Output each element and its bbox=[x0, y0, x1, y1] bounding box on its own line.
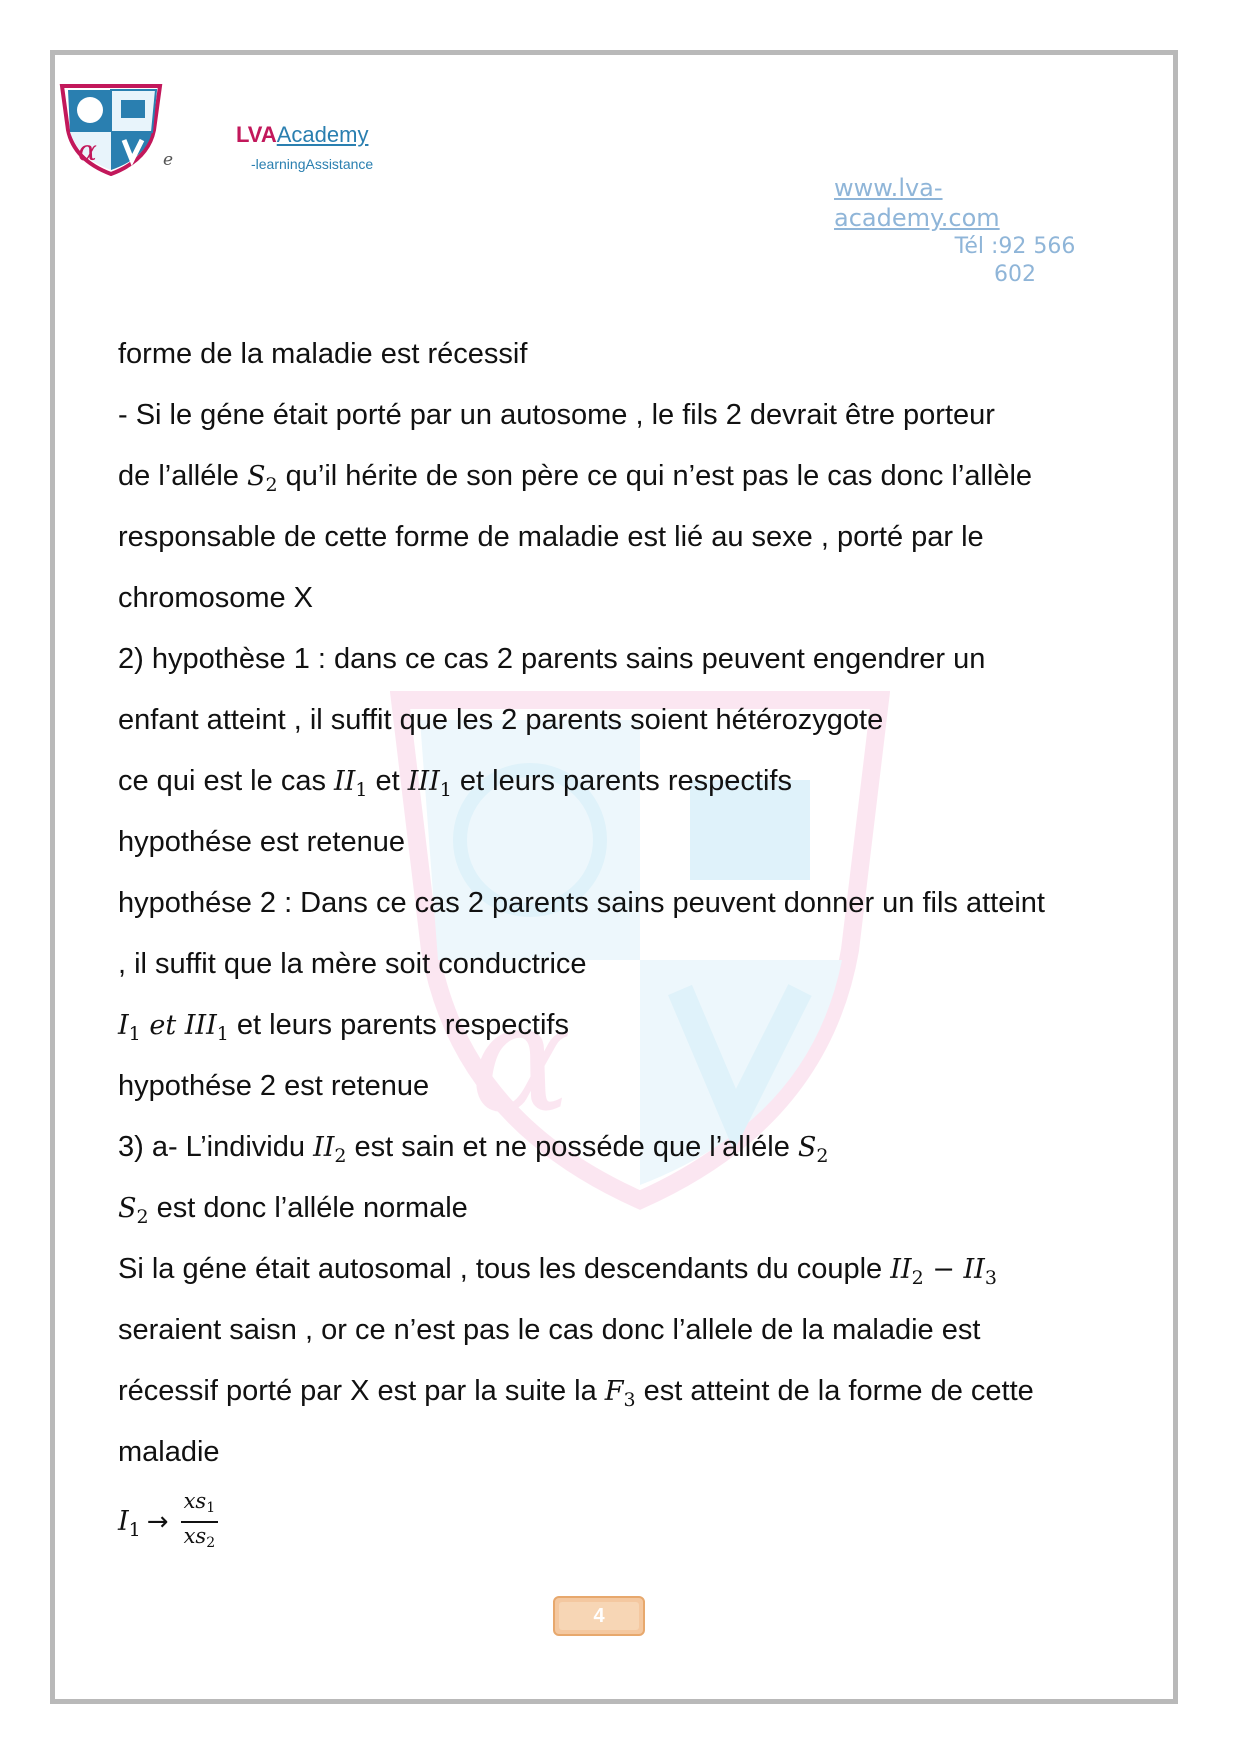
text-line bbox=[118, 458, 1032, 503]
brand-prefix: LVA bbox=[236, 122, 277, 147]
text-line: maladie bbox=[118, 1436, 220, 1468]
svg-text:α: α bbox=[78, 134, 97, 167]
fraction-numerator: $xs_1$ bbox=[181, 1488, 219, 1523]
math-symbol: $I_1$ et $III_1$ bbox=[118, 1010, 229, 1045]
arrow-icon: → bbox=[146, 1506, 169, 1537]
logo-e-mark: e bbox=[163, 150, 174, 170]
text-run: est atteint de la forme de cette bbox=[635, 1375, 1034, 1407]
text-line bbox=[118, 763, 792, 808]
text-line bbox=[118, 1007, 569, 1052]
text-line: - Si le géne était porté par un autosome , le fils 2 devrait être porteur bbox=[118, 399, 995, 431]
math-symbol: $I_1$ bbox=[118, 1505, 141, 1541]
brand-tagline: -learningAssistance bbox=[251, 156, 374, 172]
text-run: et leurs parents respectifs bbox=[451, 765, 792, 797]
text-run: est donc l’alléle normale bbox=[148, 1192, 468, 1224]
fraction-denominator: $xs_2$ bbox=[183, 1524, 216, 1551]
text-line: enfant atteint , il suffit que les 2 parents soient hétérozygote bbox=[118, 704, 884, 736]
phone-number bbox=[940, 233, 1090, 289]
phone-line-2: 602 bbox=[994, 262, 1036, 287]
lva-shield-logo bbox=[56, 80, 166, 176]
text-run: est sain et ne posséde que l’alléle bbox=[346, 1131, 798, 1163]
text-line bbox=[118, 1129, 829, 1174]
page-number: 4 bbox=[559, 1602, 639, 1630]
website-line-1: www.lva- bbox=[834, 174, 943, 202]
text-line bbox=[118, 1190, 468, 1235]
math-symbol: $F_3$ bbox=[604, 1376, 636, 1411]
math-symbol: $S_2$ bbox=[797, 1132, 829, 1167]
svg-text:α: α bbox=[470, 972, 572, 1146]
brand-suffix: Academy bbox=[276, 122, 369, 147]
text-run: ce qui est le cas bbox=[118, 765, 334, 797]
text-line: forme de la maladie est récessif bbox=[118, 338, 528, 370]
genotype-formula bbox=[118, 1488, 218, 1556]
text-run: de l’alléle bbox=[118, 460, 247, 492]
page-number-badge bbox=[553, 1596, 645, 1636]
genotype-fraction bbox=[181, 1488, 219, 1556]
text-line: 2) hypothèse 1 : dans ce cas 2 parents sains peuvent engendrer un bbox=[118, 643, 986, 675]
text-line: hypothése 2 est retenue bbox=[118, 1070, 430, 1102]
text-line bbox=[118, 1373, 1034, 1418]
text-line: chromosome X bbox=[118, 582, 314, 614]
phone-line-1: Tél :92 566 bbox=[954, 234, 1076, 259]
text-line bbox=[118, 1251, 997, 1296]
math-symbol: $S_2$ bbox=[246, 461, 278, 496]
text-run: Si la géne était autosomal , tous les descendants du couple bbox=[118, 1253, 891, 1285]
website-line-2: academy.com bbox=[834, 204, 1000, 232]
text-run: et bbox=[367, 765, 408, 797]
math-symbol: $S_2$ bbox=[118, 1193, 149, 1228]
text-line: hypothése 2 : Dans ce cas 2 parents sains peuvent donner un fils atteint bbox=[118, 887, 1045, 919]
math-symbol: $II_2$ bbox=[313, 1132, 347, 1167]
text-line: seraient saisn , or ce n’est pas le cas donc l’allele de la maladie est bbox=[118, 1314, 981, 1346]
text-run: qu’il hérite de son père ce qui n’est pas le cas donc l’allèle bbox=[277, 460, 1033, 492]
math-symbol: $III_1$ bbox=[407, 766, 452, 801]
math-symbol: $II_1$ bbox=[334, 766, 368, 801]
text-run: 3) a- L’individu bbox=[118, 1131, 314, 1163]
text-line: , il suffit que la mère soit conductrice bbox=[118, 948, 587, 980]
text-line: responsable de cette forme de maladie est lié au sexe , porté par le bbox=[118, 521, 984, 553]
text-run: récessif porté par X est par la suite la bbox=[118, 1375, 605, 1407]
text-run: et leurs parents respectifs bbox=[228, 1009, 569, 1041]
website-link[interactable] bbox=[834, 173, 1054, 233]
brand-name bbox=[236, 122, 368, 148]
text-line: hypothése est retenue bbox=[118, 826, 405, 858]
math-symbol: $II_2 - II_3$ bbox=[890, 1254, 997, 1289]
